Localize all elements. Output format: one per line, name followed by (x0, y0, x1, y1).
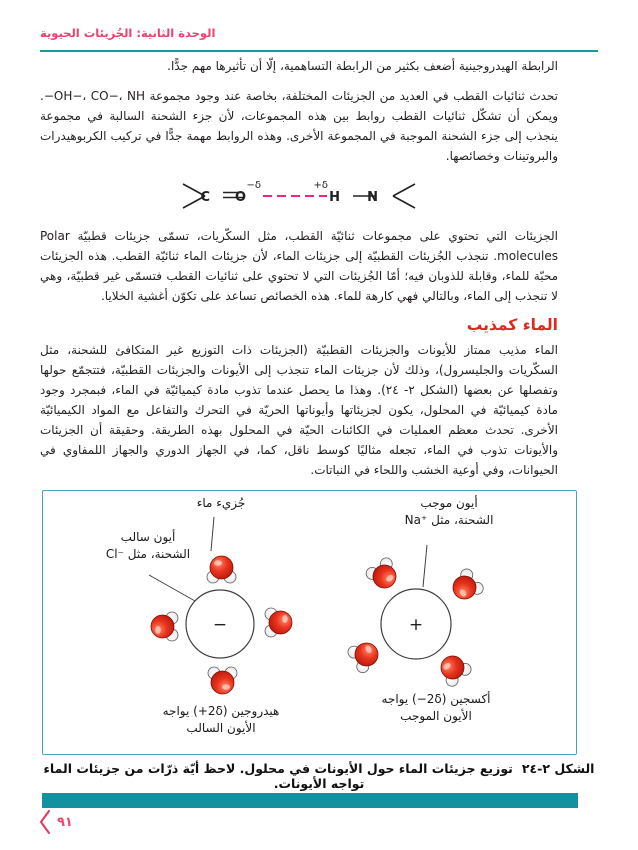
page-number-block (40, 810, 73, 834)
hydrogen-faces-label: هيدروجين (2δ+) يواجه الأيون السالب (162, 704, 280, 735)
negative-ion-charge-sign: − (212, 615, 228, 635)
negative-ion-label: أيون سالب الشحنة، مثل Cl⁻‎ (105, 530, 191, 561)
hydrogen-atom-label: H (329, 190, 340, 205)
paragraph-water-solvent: الماء مذيب ممتاز للأيونات والجزيئات القطبيّة (الجزيئات ذات التوزيع غير المتكافئ للشحنة، مثل السكّريات والجليسرول)، وذلك لأن جزيئات الماء تنجذب إلى الأيونات والجزيئات القطبيّة، فتتجمّع حولها وتفصلها عن بعضها (الشكل ٢- ٢٤). وهذا ما يحصل عندما تذوب مادة كيميائيّة في الماء، فبمجرد وجود مادة كيميائيّة في المحلول، يكون لجزيئاتها وأيوناتها الحريّة في التحرك والتفاعل مع المواد الكيميائيّة الأخرى. تحدث معظم العمليات في الكائنات الحيّة في المحلول بهذه الطريقة. وحقيقة أن الجزيئات والأيونات تذوب في الماء، تجعله مثاليًا كوسط ناقل، كما، في الجهاز الدوري والجهاز اللمفاوي في الحيوانات، وفي أوعية الخشب واللحاء في النباتات. (40, 343, 559, 477)
paragraph-dipole-groups: تحدث ثنائيات القطب في العديد من الجزيئات المختلفة، بخاصة عند وجود مجموعة OH−، CO−، NH−. ويمكن أن تشكّل ثنائيات القطب روابط بين هذه المجموعات، لأن جزء الشحنة السالبة في مجموعة ينجذب إلى جزء الشحنة الموجبة في المجموعة الأخرى. وهذه الروابط مهمة جدًّا في تركيب الكربوهيدرات والبروتينات وخصائصها. (40, 89, 558, 163)
water-molecule (364, 556, 403, 595)
positive-ion-charge-sign: + (408, 615, 424, 635)
header-rule (40, 50, 598, 52)
nitrogen-atom-label: N (367, 190, 378, 205)
unit-header-title: الوحدة الثانية: الجُزيئات الحيوية (40, 26, 216, 40)
delta-plus-label: δ+ (313, 180, 328, 191)
negative-ion-pointer-line (149, 575, 195, 601)
oxygen-atom-label: O (234, 190, 246, 205)
hydrogen-bond-formula-diagram (179, 176, 419, 216)
water-molecule (207, 556, 236, 583)
positive-ion-pointer-line (423, 545, 427, 587)
water-molecule (151, 612, 178, 641)
water-molecule (447, 567, 486, 606)
water-molecule (434, 649, 474, 688)
figure-2-24 (42, 490, 577, 755)
figure-caption-text: توزيع جزيئات الماء حول الأيونات في محلول. لاحظ أيّة ذرّات من جزيئات الماء تواجه الأيونات. (43, 761, 513, 791)
page-number: ٩١ (57, 814, 73, 830)
footer-bar (42, 793, 578, 808)
chevron-left-icon (40, 810, 51, 834)
figure-caption-number: الشكل ٢-٢٤ (521, 761, 595, 776)
oxygen-faces-label: أكسجين (2δ−) يواجه الأيون الموجب (381, 692, 491, 723)
water-as-solvent-heading: الماء كمذيب (466, 316, 558, 334)
positive-ion-label: أيون موجب الشحنة، مثل Na⁺‎ (404, 496, 494, 527)
body-content (40, 56, 558, 490)
water-molecule-label: جُزيء ماء (196, 496, 246, 510)
water-molecule (208, 667, 237, 694)
delta-minus-label: δ− (246, 180, 261, 191)
right-bond-bracket (393, 184, 415, 208)
paragraph-hydrogen-bond-strength: الرابطة الهيدروجينية أضعف بكثير من الرابطة التساهمية، إلّا أن تأثيرها مهم جدًّا. (167, 59, 558, 73)
figure-caption (40, 761, 598, 791)
water-molecule (265, 608, 292, 637)
carbon-atom-label: C (200, 190, 210, 205)
water-molecule-pointer-line (211, 517, 214, 551)
paragraph-polar-molecules: الجزيئات التي تحتوي على مجموعات ثنائيّة القطب، مثل السكّريات، تسمّى جزيئات قطبيّة Polar molecules. تنجذب الجُزيئات القطبيّة إلى جزيئات الماء، لأن جزيئات الماء ثنائيّة القطب. هذه الجزيئات محبّة للماء، وقابلة للذوبان فيه؛ أمّا الجُزيئات التي لا تحتوي على ثنائيات القطب فتسمّى غير قطبيّة، وهي لا تنجذب إلى الماء، وبالتالي فهي كارهة للماء. هذه الخصائص تساعد على تكوّن أغشية الخلايا. (40, 229, 558, 303)
water-molecule (346, 636, 384, 675)
